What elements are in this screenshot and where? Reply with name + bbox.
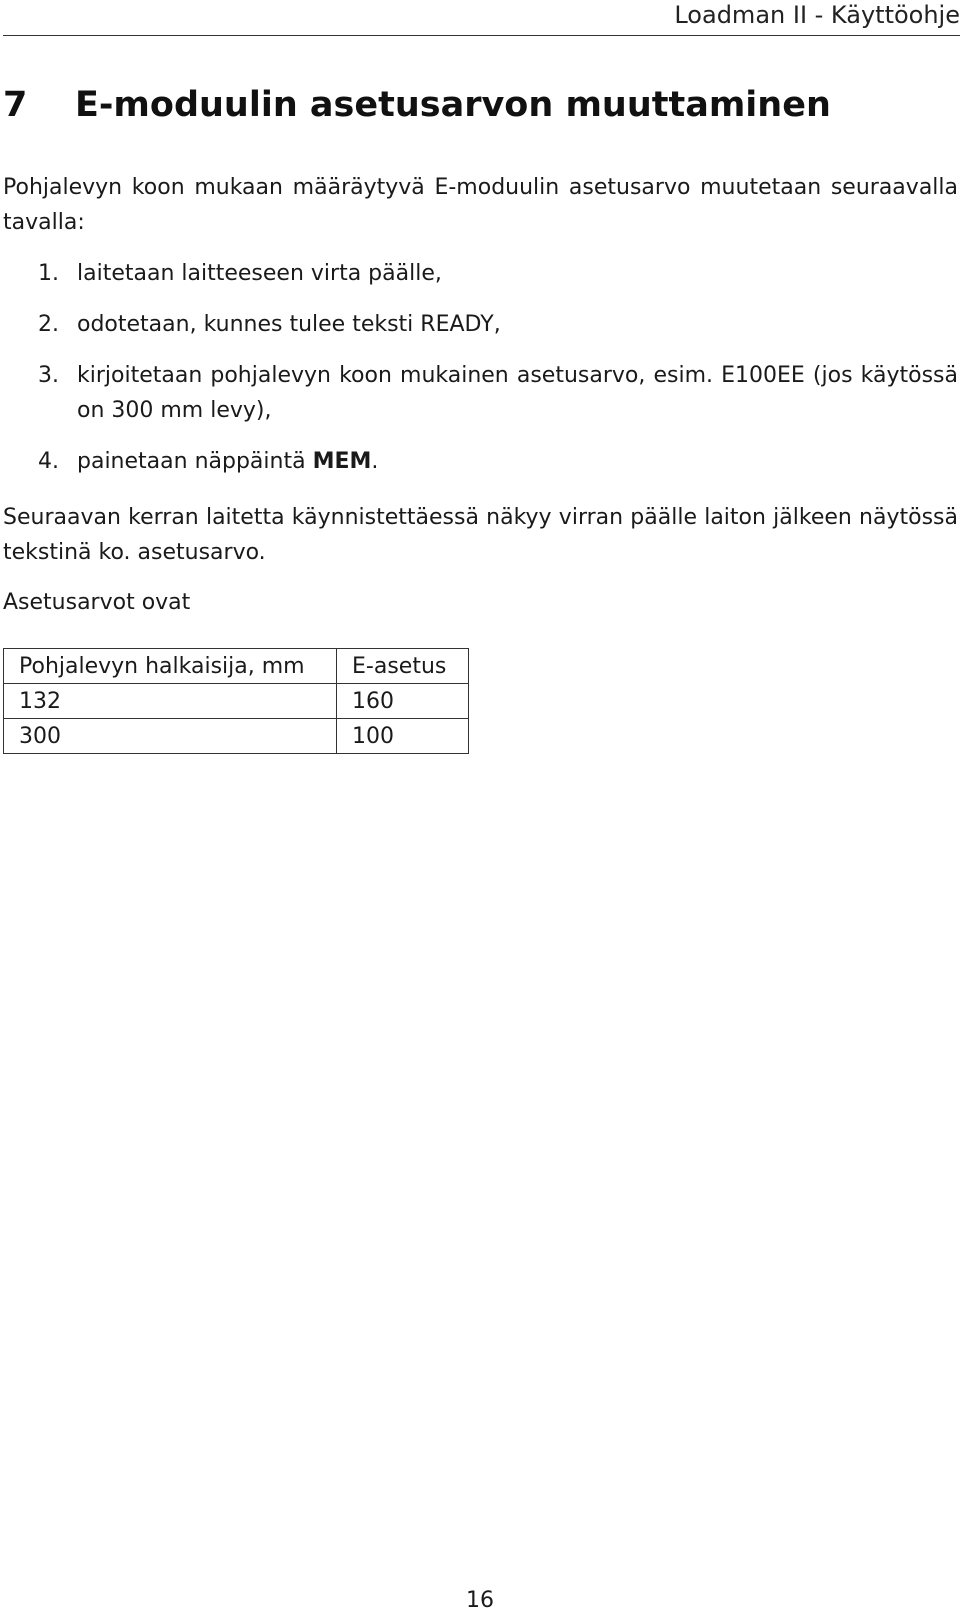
steps-list <box>3 256 958 495</box>
table-row <box>4 684 469 719</box>
list-item-text: odotetaan, kunnes tulee teksti READY, <box>77 312 501 337</box>
list-item-text: painetaan näppäintä <box>77 449 313 474</box>
list-item <box>3 256 958 291</box>
followup-paragraph: Seuraavan kerran laitetta käynnistettäessä näkyy virran päälle laiton jälkeen näytössä tekstinä ko. asetusarvo. <box>3 505 958 565</box>
list-item-text: laitetaan laitteeseen virta päälle, <box>77 261 442 286</box>
table-header-row <box>4 649 469 684</box>
table-row <box>4 719 469 754</box>
column-header-diameter: Pohjalevyn halkaisija, mm <box>4 649 337 684</box>
list-item-text-end: . <box>371 449 379 474</box>
list-item <box>3 358 958 428</box>
column-header-e-setting: E-asetus <box>337 649 469 684</box>
table-cell: 132 <box>4 684 337 719</box>
list-item-text: kirjoitetaan pohjalevyn koon mukainen asetusarvo, esim. E100EE (jos käytössä on 300 mm levy), <box>77 363 958 423</box>
intro-paragraph: Pohjalevyn koon mukaan määräytyvä E-moduulin asetusarvo muutetaan seuraavalla tavalla: <box>3 175 958 235</box>
section-number: 7 <box>3 85 28 125</box>
page-header <box>3 0 960 36</box>
section-heading <box>3 82 831 128</box>
table-cell: 160 <box>337 684 469 719</box>
section-title: E-moduulin asetusarvon muuttaminen <box>75 85 831 125</box>
values-label: Asetusarvot ovat <box>3 590 191 615</box>
list-item-marker: 3. <box>38 363 59 388</box>
running-header-title: Loadman II - Käyttöohje <box>674 1 960 29</box>
page-number: 16 <box>466 1588 494 1613</box>
list-item-marker: 4. <box>38 449 59 474</box>
key-name-mem: MEM <box>312 449 372 474</box>
list-item-marker: 1. <box>38 261 59 286</box>
table-cell: 100 <box>337 719 469 754</box>
list-item-marker: 2. <box>38 312 59 337</box>
list-item <box>3 444 958 479</box>
table-cell: 300 <box>4 719 337 754</box>
settings-table <box>3 648 469 754</box>
list-item <box>3 307 958 342</box>
